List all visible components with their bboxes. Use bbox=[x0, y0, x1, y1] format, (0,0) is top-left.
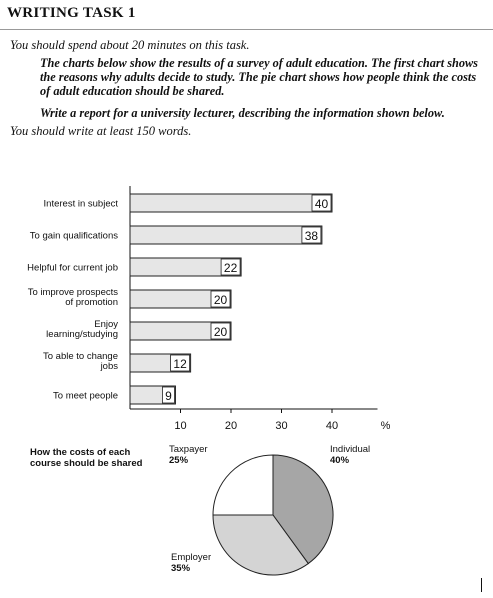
slice-label: Employer bbox=[171, 552, 212, 563]
task-title: WRITING TASK 1 bbox=[7, 5, 136, 21]
category-label: To able to change bbox=[42, 351, 118, 362]
bar-value-label: 20 bbox=[213, 325, 228, 339]
write-instruction: Write a report for a university lecturer, describing the information shown below. bbox=[40, 106, 445, 120]
category-label: learning/studying bbox=[46, 329, 118, 340]
category-label: Interest in subject bbox=[43, 198, 118, 210]
bar-value-label: 9 bbox=[165, 389, 172, 403]
x-tick-label: 40 bbox=[325, 420, 339, 432]
category-label: of promotion bbox=[65, 297, 118, 308]
category-label: jobs bbox=[100, 361, 118, 372]
bar-value-label: 40 bbox=[314, 197, 329, 211]
pie-title: course should be shared bbox=[30, 458, 143, 469]
category-label: Enjoy bbox=[94, 319, 118, 330]
word-instruction: You should write at least 150 words. bbox=[10, 124, 192, 138]
slice-label: Individual bbox=[330, 444, 371, 455]
bar-value-label: 38 bbox=[304, 229, 319, 243]
x-tick-label: 20 bbox=[224, 420, 238, 432]
bar-value-label: 12 bbox=[173, 357, 187, 371]
x-tick-label: 10 bbox=[174, 420, 187, 432]
time-instruction: You should spend about 20 minutes on this task. bbox=[10, 38, 250, 52]
text-cursor bbox=[481, 578, 482, 592]
task-prompt: The charts below show the results of a survey of adult education. The first chart shows the reasons why adults decide to study. The pie chart shows how people think the costs of adult education should be shared. bbox=[40, 56, 478, 98]
x-unit-label: % bbox=[380, 420, 391, 432]
slice-percent: 35% bbox=[171, 563, 191, 574]
category-label: To improve prospects bbox=[27, 287, 118, 298]
bar-value-label: 22 bbox=[223, 261, 238, 275]
slice-percent: 25% bbox=[169, 455, 189, 466]
x-tick-label: 30 bbox=[275, 420, 288, 432]
category-label: To gain qualifications bbox=[29, 230, 118, 242]
category-label: Helpful for current job bbox=[27, 262, 118, 274]
category-label: To meet people bbox=[53, 390, 118, 402]
slice-percent: 40% bbox=[330, 455, 350, 466]
slice-label: Taxpayer bbox=[169, 444, 208, 455]
pie-slice bbox=[213, 455, 273, 515]
bar-value-label: 20 bbox=[213, 293, 228, 307]
pie-title: How the costs of each bbox=[30, 447, 131, 458]
